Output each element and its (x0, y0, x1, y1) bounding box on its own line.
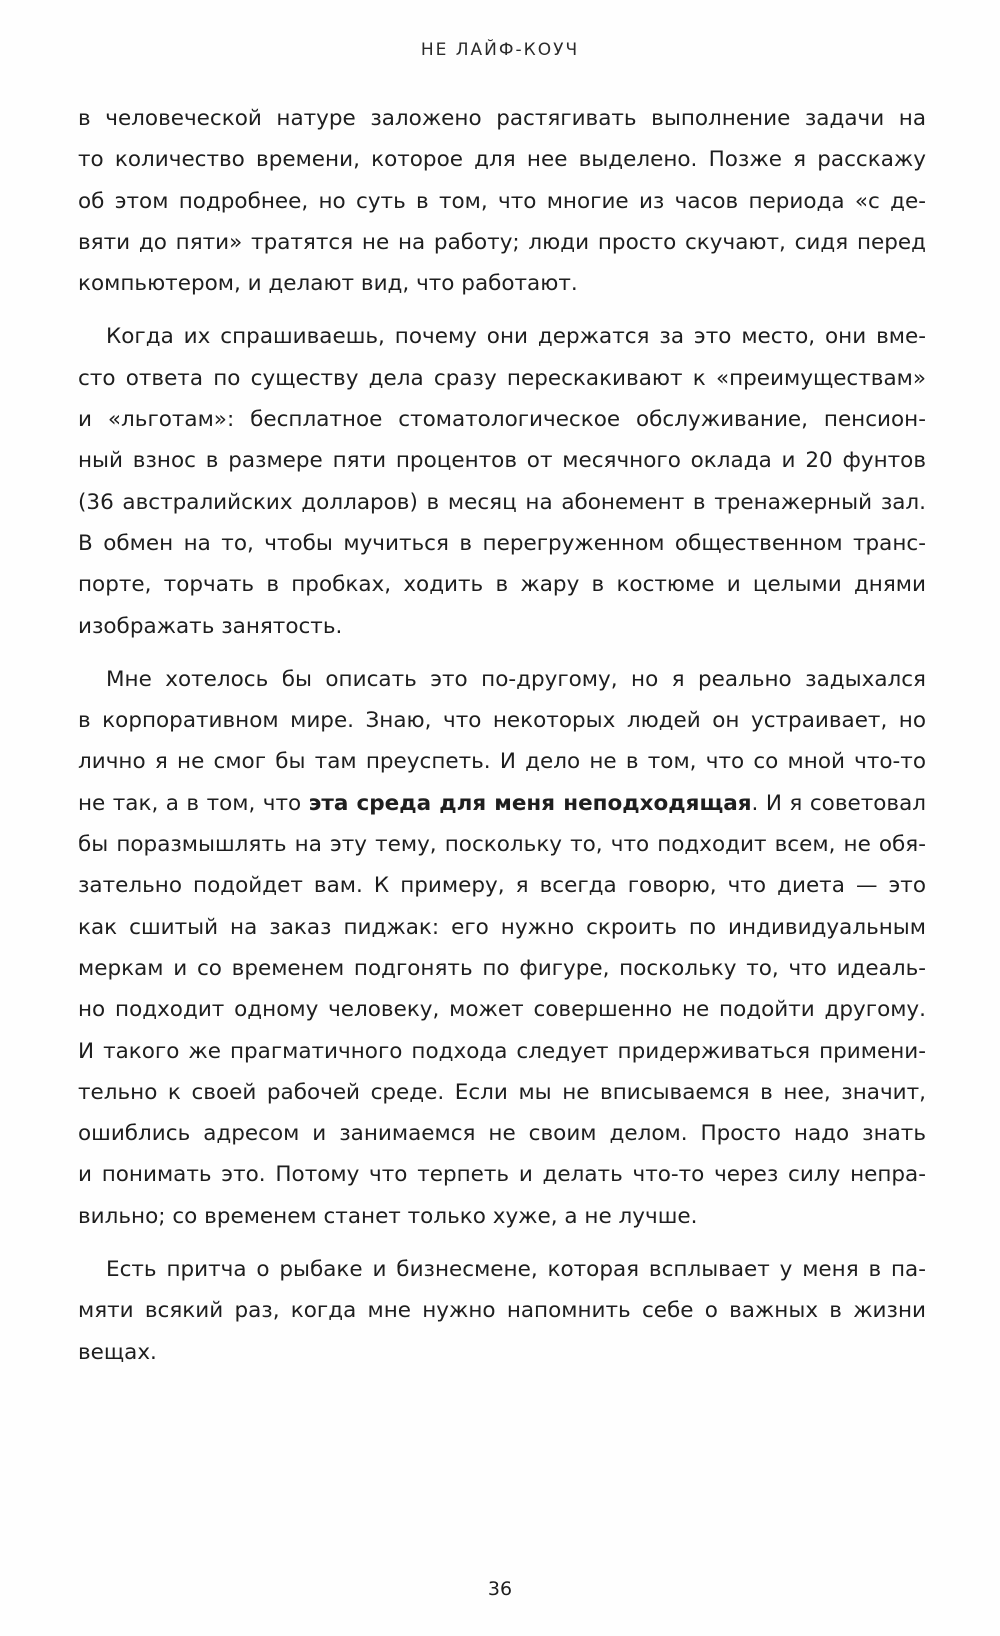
text-line: но подходит одному человеку, может совершенно не подойти другому. (78, 997, 926, 1023)
text-line: вяти до пяти» тратятся не на работу; люди просто скучают, сидя перед (78, 229, 926, 255)
emphasis-bold-phrase: эта среда для меня неподходящая (308, 790, 752, 816)
text-line: сто ответа по существу дела сразу перескакивают к «преимуществам» (78, 365, 926, 391)
text-line: ный взнос в размере пяти процентов от месячного оклада и 20 фунтов (78, 448, 926, 474)
text-span: . И я советовал (751, 790, 926, 816)
text-line: то количество времени, которое для нее выделено. Позже я расскажу (78, 147, 926, 173)
text-line: лично я не смог бы там преуспеть. И дело не в том, что со мной что-то (78, 749, 926, 775)
page-number: 36 (487, 1578, 513, 1600)
text-line-with-emphasis (78, 783, 926, 824)
text-line: как сшитый на заказ пиджак: его нужно скроить по индивидуальным (78, 914, 926, 940)
text-line: и «льготам»: бесплатное стоматологическое обслуживание, пенсион- (78, 407, 926, 433)
text-line: изображать занятость. (78, 613, 343, 639)
text-line: и понимать это. Потому что терпеть и делать что-то через силу непра- (78, 1162, 926, 1188)
text-line: компьютером, и делают вид, что работают. (78, 271, 578, 297)
text-line: Есть притча о рыбаке и бизнесмене, которая всплывает у меня в па- (106, 1257, 926, 1283)
text-line: (36 австралийских долларов) в месяц на абонемент в тренажерный зал. (78, 489, 926, 515)
text-line: тельно к своей рабочей среде. Если мы не вписываемся в нее, значит, (78, 1079, 926, 1105)
paragraph-2 (78, 316, 926, 646)
text-line: бы поразмышлять на эту тему, поскольку то, что подходит всем, не обя- (78, 832, 926, 858)
body-text (78, 98, 926, 1385)
text-line: В обмен на то, чтобы мучиться в перегруженном общественном транс- (78, 530, 926, 556)
text-line: вещах. (78, 1339, 157, 1365)
running-header: НЕ ЛАЙФ-КОУЧ (420, 40, 580, 60)
text-line: ошиблись адресом и занимаемся не своим делом. Просто надо знать (78, 1121, 926, 1147)
text-span: не так, а в том, что (78, 790, 309, 816)
text-line: мяти всякий раз, когда мне нужно напомнить себе о важных в жизни (78, 1298, 926, 1324)
text-line: вильно; со временем станет только хуже, а не лучше. (78, 1203, 698, 1229)
text-line: в корпоративном мире. Знаю, что некоторых людей он устраивает, но (78, 708, 926, 734)
text-line: Мне хотелось бы описать это по-другому, но я реально задыхался (106, 666, 926, 692)
text-line: порте, торчать в пробках, ходить в жару в костюме и целыми днями (78, 572, 926, 598)
paragraph-4 (78, 1249, 926, 1373)
text-line: И такого же прагматичного подхода следует придерживаться примени- (78, 1038, 926, 1064)
paragraph-3 (78, 659, 926, 1237)
text-line: Когда их спрашиваешь, почему они держатся за это место, они вме- (106, 324, 926, 350)
text-line: зательно подойдет вам. К примеру, я всегда говорю, что диета — это (78, 873, 926, 899)
text-line: меркам и со временем подгонять по фигуре, поскольку то, что идеаль- (78, 955, 926, 981)
paragraph-1 (78, 98, 926, 304)
text-line: об этом подробнее, но суть в том, что многие из часов периода «с де- (78, 188, 926, 214)
text-line: в человеческой натуре заложено растягивать выполнение задачи на (78, 106, 926, 131)
